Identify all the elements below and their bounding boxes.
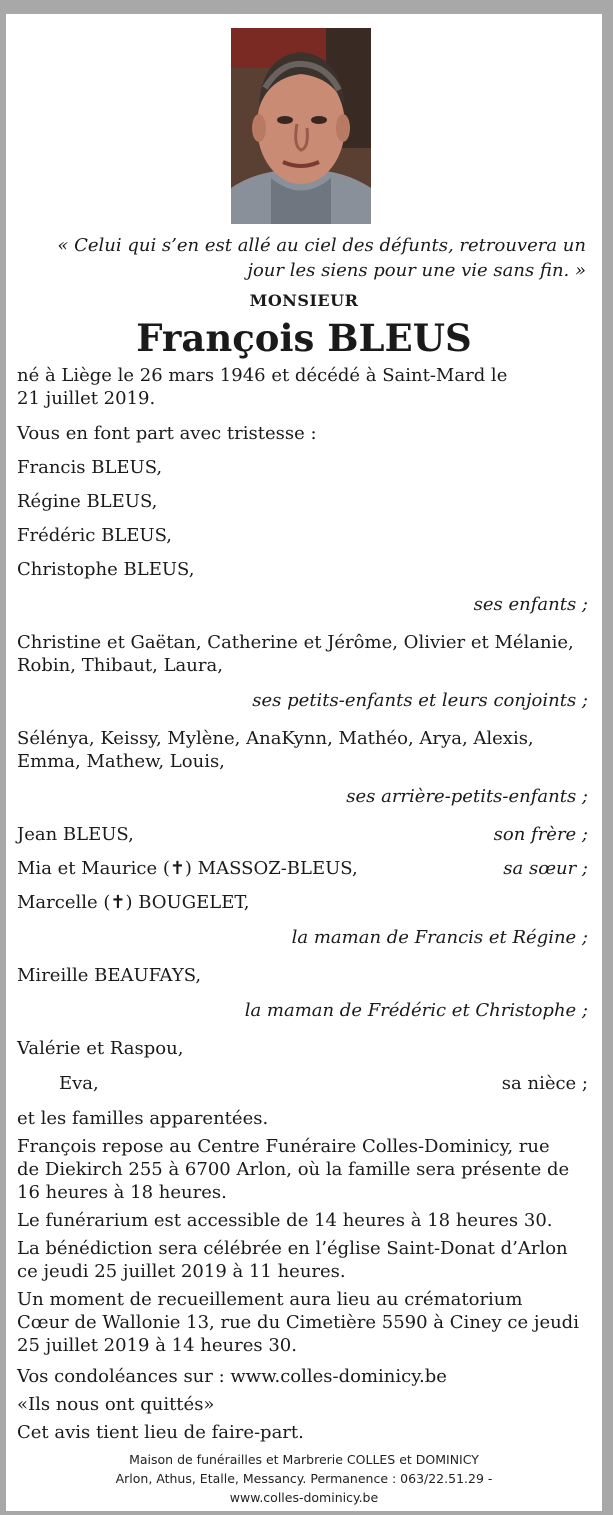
faire-part-text: Cet avis tient lieu de faire-part. [17,1422,304,1443]
birth-line-1: né à Liège le 26 mars 1946 et décédé à Saint-Mard le [17,365,508,386]
sister-label: sa sœur ; [503,858,588,879]
benediction-line-1: La bénédiction sera célébrée en l’église Saint-Donat d’Arlon [17,1238,568,1259]
great-grandchildren-label: ses arrière-petits-enfants ; [346,786,588,807]
benediction-line-2: ce jeudi 25 juillet 2019 à 11 heures. [17,1261,346,1282]
children-label: ses enfants ; [473,594,588,615]
honorific-title: MONSIEUR [249,291,359,310]
grandchildren-label: ses petits-enfants et leurs conjoints ; [252,690,588,711]
portrait-photo [231,28,371,224]
recueillement-line-1: Un moment de recueillement aura lieu au crématorium [17,1289,523,1310]
valerie-name: Valérie et Raspou, [17,1038,184,1059]
grandchildren-line-2: Robin, Thibaut, Laura, [17,655,223,676]
mireille-name: Mireille BEAUFAYS, [17,965,202,986]
mireille-label: la maman de Frédéric et Christophe ; [244,1000,588,1021]
quote-line-1: « Celui qui s’en est allé au ciel des défunts, retrouvera un [57,235,586,256]
recueillement-line-2: Cœur de Wallonie 13, rue du Cimetière 5590 à Ciney ce jeudi [17,1312,579,1333]
footer-website: www.colles-dominicy.be [229,1490,379,1505]
birth-line-2: 21 juillet 2019. [17,388,156,409]
funerarium-text: Le funérarium est accessible de 14 heures à 18 heures 30. [17,1210,553,1231]
footer-line-2: Arlon, Athus, Etalle, Messancy. Permanence : 063/22.51.29 - [115,1471,493,1486]
repose-line-2: de Diekirch 255 à 6700 Arlon, où la famille sera présente de [17,1159,570,1180]
quote-line-2: jour les siens pour une vie sans fin. » [247,260,586,281]
repose-line-1: François repose au Centre Funéraire Colles-Dominicy, rue [17,1136,550,1157]
child-name: Frédéric BLEUS, [17,525,172,546]
brother-label: son frère ; [493,824,588,845]
eva-label: sa nièce ; [501,1073,588,1094]
sister-name: Mia et Maurice (✝) MASSOZ-BLEUS, [17,858,358,879]
marcelle-name: Marcelle (✝) BOUGELET, [17,892,250,913]
intro-text: Vous en font part avec tristesse : [17,423,317,444]
grandchildren-line-1: Christine et Gaëtan, Catherine et Jérôme, Olivier et Mélanie, [17,632,574,653]
quitte-text: «Ils nous ont quittés» [17,1394,215,1415]
child-name: Christophe BLEUS, [17,559,195,580]
recueillement-line-3: 25 juillet 2019 à 14 heures 30. [17,1335,297,1356]
brother-name: Jean BLEUS, [17,824,134,845]
repose-line-3: 16 heures à 18 heures. [17,1182,227,1203]
great-grandchildren-line-1: Sélénya, Keissy, Mylène, AnaKynn, Mathéo, Arya, Alexis, [17,728,534,749]
marcelle-label: la maman de Francis et Régine ; [291,927,588,948]
child-name: Francis BLEUS, [17,457,163,478]
footer-line-1: Maison de funérailles et Marbrerie COLLES et DOMINICY [129,1452,479,1467]
condoleances-text: Vos condoléances sur : www.colles-dominicy.be [17,1366,447,1387]
families-text: et les familles apparentées. [17,1108,269,1129]
obituary-notice [6,14,602,1511]
child-name: Régine BLEUS, [17,491,158,512]
eva-name: Eva, [59,1073,99,1094]
great-grandchildren-line-2: Emma, Mathew, Louis, [17,751,225,772]
deceased-name: François BLEUS [136,316,472,360]
